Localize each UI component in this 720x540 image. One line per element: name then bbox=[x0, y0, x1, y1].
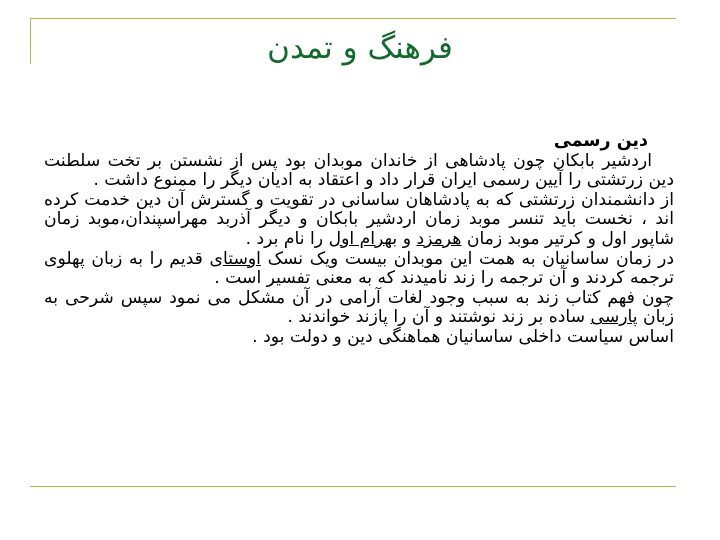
top-rule bbox=[30, 18, 676, 19]
bottom-rule bbox=[30, 486, 676, 487]
paragraph-1: اردشیر بابکان چون پادشاهی از خاندان موبدان بود پس از نشستن بر تخت سلطنت دین زرتشتی را آیین رسمی ایران قرار داد و اعتقاد به ادیان دیگر را ممنوع داشت . bbox=[44, 150, 674, 191]
link-hormozd[interactable]: هرمزد bbox=[416, 228, 462, 249]
paragraph-3-rest: ی قدیم را به زبان پهلوی ترجمه کردند و آن ترجمه را زند نامیدند که به معنی تفسیر است . bbox=[44, 248, 674, 289]
section-heading: دین رسمی bbox=[553, 131, 648, 151]
slide-body bbox=[44, 132, 674, 348]
link-avesta[interactable]: اوستا bbox=[223, 248, 261, 269]
paragraph-2-end: را نام برد . bbox=[245, 228, 324, 249]
paragraph-3 bbox=[44, 250, 674, 289]
paragraph-2 bbox=[44, 191, 674, 250]
slide-title: فرهنگ و تمدن bbox=[267, 30, 453, 66]
paragraph-4-text: چون فهم کتاب زند به سبب وجود لغات آرامی در آن مشکل می نمود سپس شرحی به زبان bbox=[44, 287, 674, 328]
paragraph-2-text: از دانشمندان زرتشتی که به پادشاهان ساسانی در تقویت و گسترش آن دین خدمت کرده اند ، نخست باید تنسر موبد زمان اردشیر بابکان و دیگر آذربد مهراسپندان،موبد زمان شاپور اول و کرتیر موبد زمان bbox=[44, 189, 674, 249]
paragraph-3-text: در زمان ساسانیان به همت این موبدان بیست ویک نسک bbox=[267, 248, 674, 269]
link-bahram[interactable]: بهرام اول bbox=[328, 228, 398, 249]
paragraph-4 bbox=[44, 289, 674, 328]
conjunction: و bbox=[402, 228, 411, 249]
paragraph-4-rest: ساده بر زند نوشتند و آن را پازند خواندند . bbox=[287, 307, 586, 328]
paragraph-5: اساس سیاست داخلی ساسانیان هماهنگی دین و دولت بود . bbox=[252, 326, 674, 347]
link-parsi[interactable]: پارسی bbox=[590, 307, 638, 328]
